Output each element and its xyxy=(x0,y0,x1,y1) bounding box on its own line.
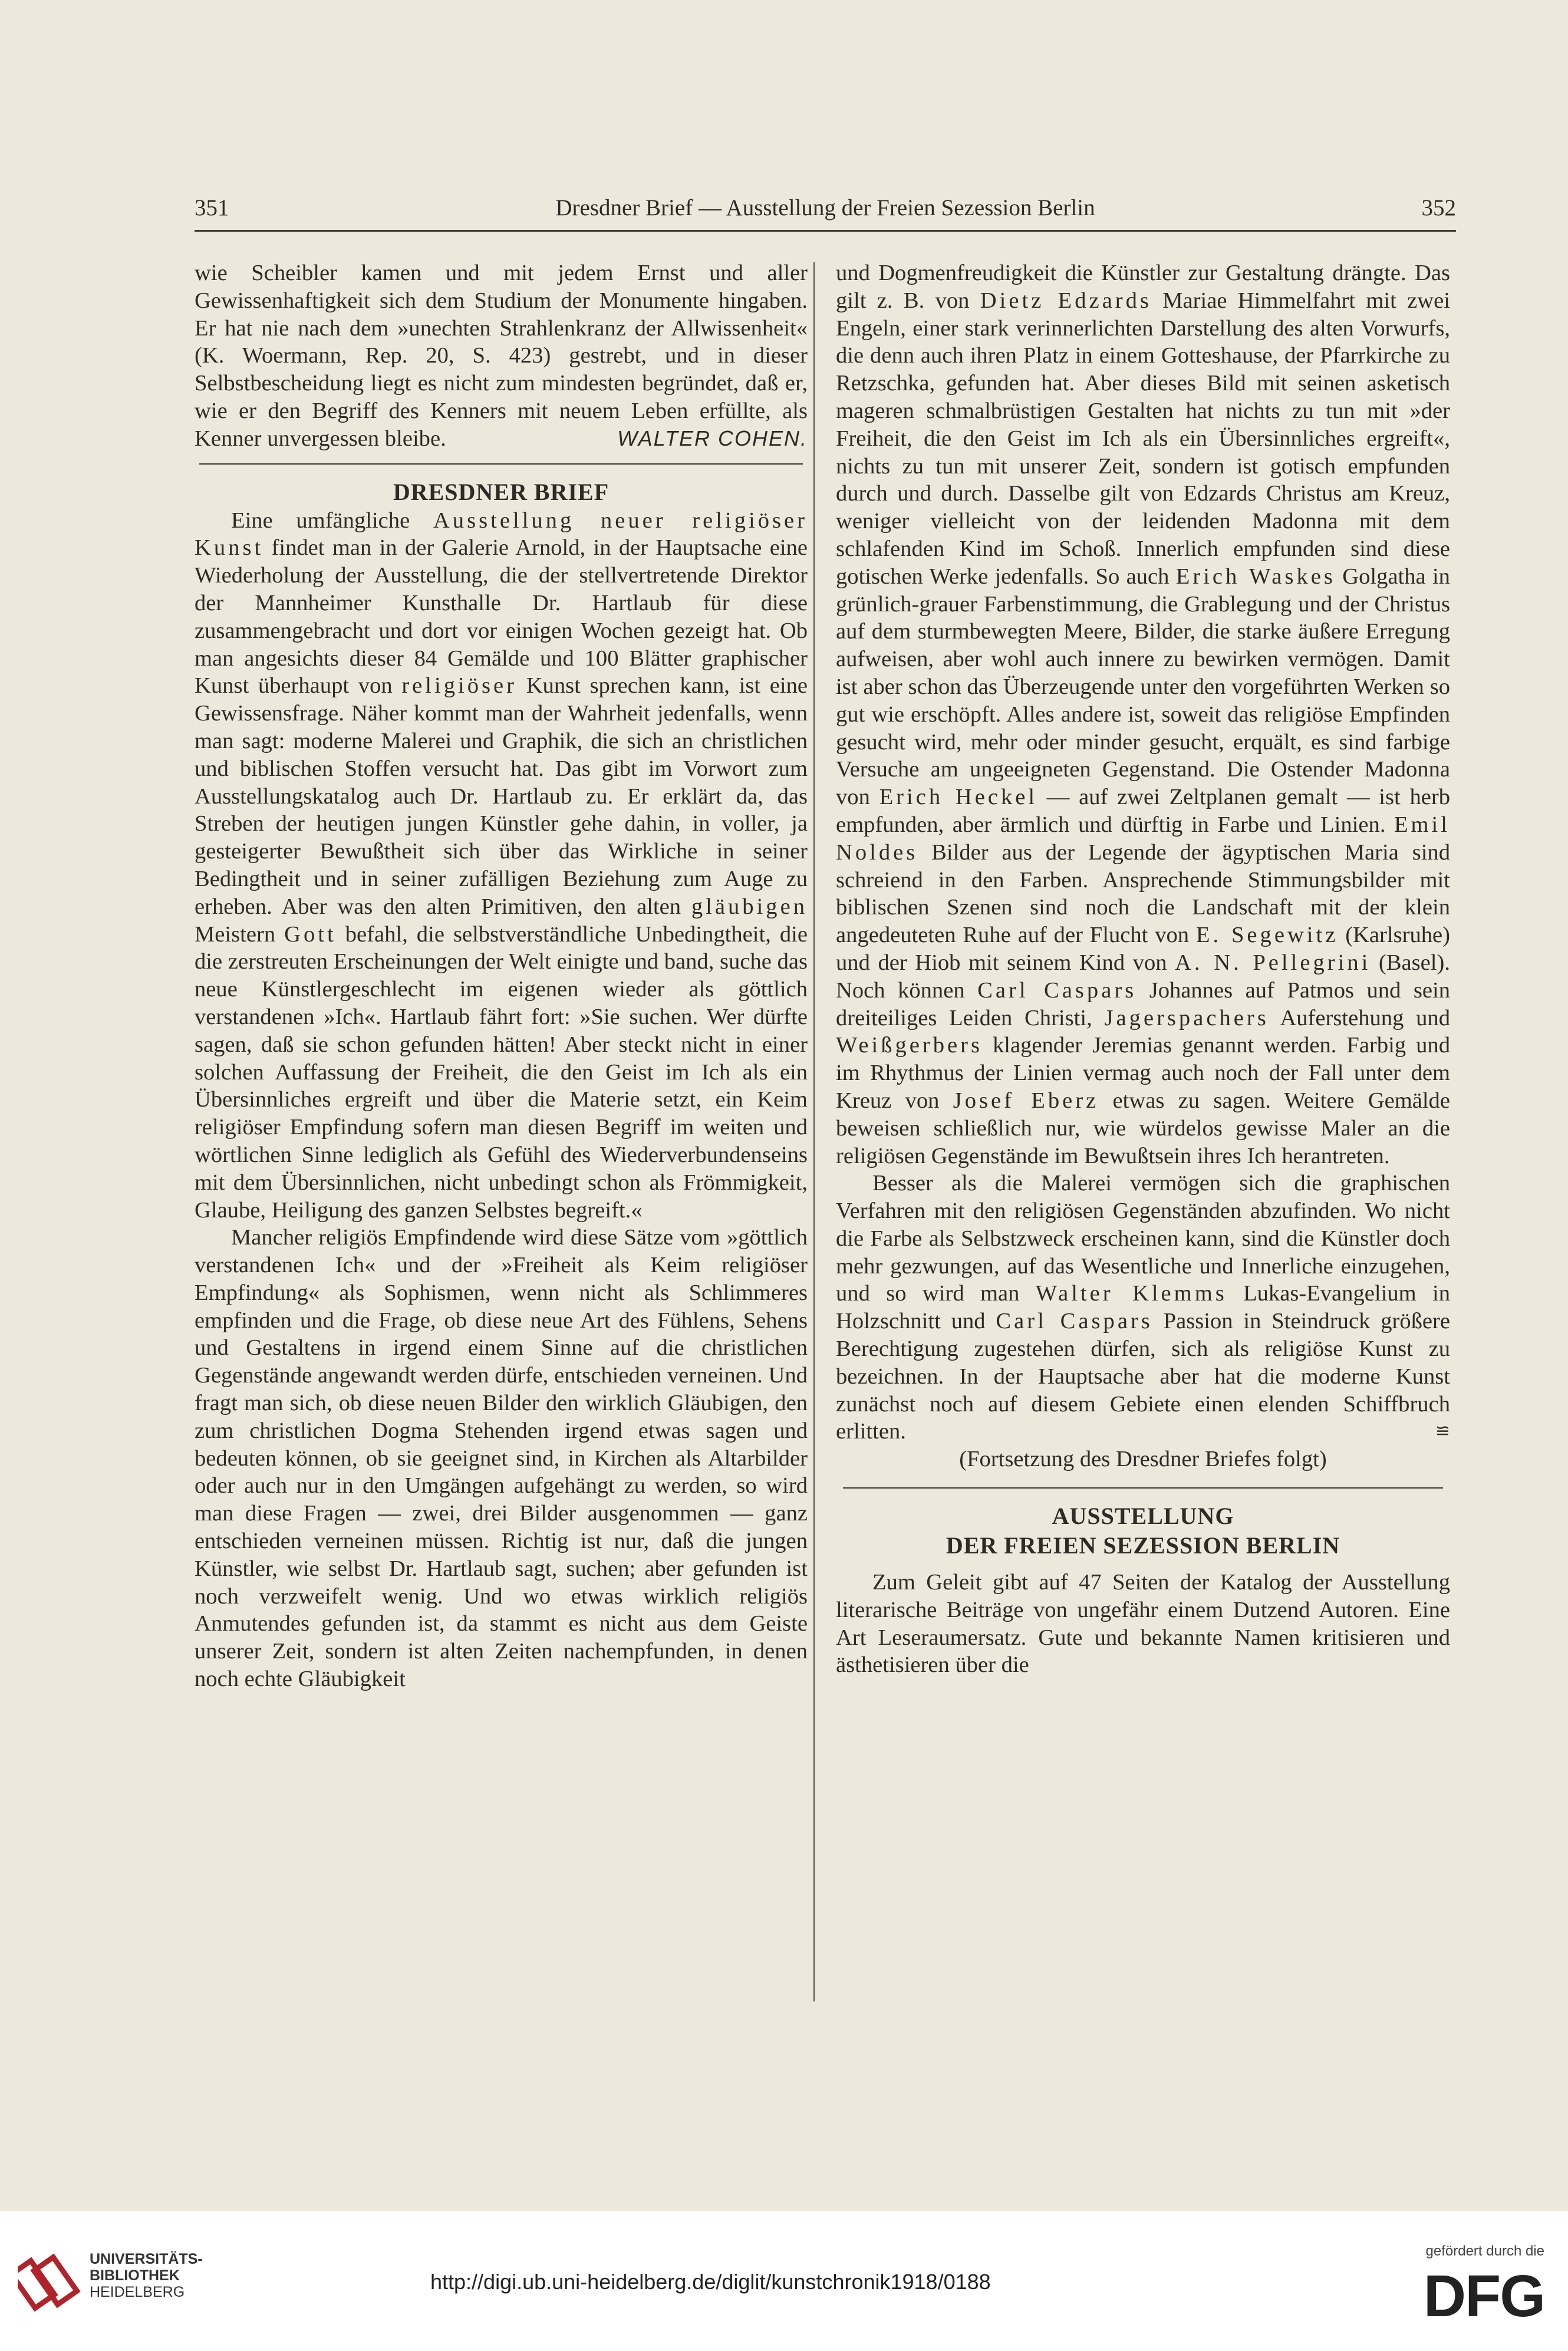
continuation-note: (Fortsetzung des Dresdner Briefes folgt) xyxy=(959,1447,1327,1472)
spaced-emphasis: E. Segewitz xyxy=(1195,923,1339,948)
spaced-emphasis: Erich Heckel xyxy=(879,785,1038,810)
text: Golgatha in grünlich-grauer Farbenstimmung, die Grablegung und der Christus auf dem sturmbewegten Meere, Bilder, die starke äußere Erregung aufweisen, aber wohl auch innere zu bewirken vermögen. Damit ist aber schon das Überzeugende unter den vorgeführten Werken so gut wie erschöpft. Alles andere ist, soweit das religiöse Empfinden gesucht wird, mehr oder minder gesucht, erquält, es sind farbige Versuche am ungeeigneten Gegenstand. Die Ostender Madonna von xyxy=(836,564,1450,810)
text: Eine umfängliche xyxy=(231,508,433,533)
running-title: Dresdner Brief — Ausstellung der Freien Sezession Berlin xyxy=(555,195,1095,220)
text: etwas zu sagen. Weitere Gemälde beweisen schließlich nur, wie würdelos gewisse Maler an die religiösen Gegenstände im Bewußtsein ihres Ich herantreten. xyxy=(836,1088,1450,1168)
spaced-emphasis: Carl Caspars xyxy=(977,977,1137,1003)
section-rule xyxy=(199,463,803,465)
text: Passion in Steindruck größere Berechtigung zugestehen dürfen, sich als religiöse Kunst zu bezeichnen. In der Hauptsache aber hat die moderne Kunst zunächst noch auf diesem Gebiete einen elenden Schiffbruch erlitten. xyxy=(836,1309,1451,1444)
header-rule xyxy=(195,230,1456,232)
text: klagender Jeremias genannt werden. Farbig und im Rhythmus der Linien vermag auch noch der Fall unter dem Kreuz von xyxy=(836,1033,1450,1113)
spaced-emphasis: Walter Klemms xyxy=(1035,1281,1227,1306)
section-heading-line: AUSSTELLUNG xyxy=(1052,1503,1234,1530)
text: Bilder aus der Legende der ägyptischen Maria sind schreiend in den Farben. Ansprechende Stimmungsbilder mit biblischen Szenen sind noch die Landschaft mit der klein angedeuteten Ruhe auf der Flucht von xyxy=(836,839,1450,948)
library-logo-icon xyxy=(18,2246,84,2319)
text: und Dogmenfreudigkeit die Künstler zur Gestaltung drängte. Das gilt z. B. von xyxy=(836,261,1450,313)
end-mark-icon: ≌ xyxy=(1435,1421,1450,1441)
text: Lukas-Evangelium in Holzschnitt und xyxy=(836,1281,1450,1334)
spaced-emphasis: religiöser xyxy=(401,673,518,699)
paragraph xyxy=(836,1170,1450,1445)
text: Johannes auf Patmos und sein dreiteiliges Leiden Christi, xyxy=(836,977,1451,1030)
spaced-emphasis: A. N. Pellegrini xyxy=(1175,950,1371,975)
section-rule xyxy=(843,1487,1443,1489)
spaced-emphasis: Ausstellung neuer religiöser Kunst xyxy=(195,508,808,561)
spaced-emphasis: Erich Waskes xyxy=(1175,564,1336,589)
text: findet man in der Galerie Arnold, in der Hauptsache eine Wiederholung der Ausstellung, die der stellvertretende Direktor der Mannheimer Kunsthalle Dr. Hartlaub für diese zusammengebracht und dort vor einigen Wochen gezeigt hat. Ob man angesichts dieser 84 Gemälde und 100 Blätter graphischer Kunst überhaupt von xyxy=(195,535,808,699)
spaced-emphasis: Carl Caspars xyxy=(996,1309,1153,1334)
spaced-emphasis: Josef Eberz xyxy=(953,1088,1099,1113)
paragraph xyxy=(195,507,808,1224)
paragraph: Mancher religiös Empfindende wird diese Sätze vom »göttlich verstandenen Ich« und der »Freiheit als Keim religiöser Empfindung« als Sophismen, wenn nicht als Schlimmeres empfinden und die Frage, ob diese neue Art des Fühlens, Sehens und Gestaltens in irgend einem Sinne auf die christlichen Gegenstände angewandt werden dürfe, entschieden verneinen. Und fragt man sich, ob diese neuen Bilder den wirklich Gläubigen, den zum christlichen Dogma Stehenden irgend etwas sagen und bedeuten können, ob sie geeignet sind, in Kirchen als Altarbilder oder auch nur in den Umgängen aufgehängt zu werden, so wird man diese Fragen — zwei, drei Bilder ausgenommen — ganz entschieden verneinen müssen. Richtig ist nur, daß die jungen Künstler, wie selbst Dr. Hartlaub sagt, suchen; aber gefunden ist noch verzweifelt wenig. Und wo etwas wirklich religiös Anmutendes gefunden ist, da stammt es nicht aus dem Geiste unserer Zeit, sondern ist alten Zeiten nachempfunden, in denen noch echte Gläubigkeit xyxy=(195,1225,808,1692)
text: Kunst sprechen kann, ist eine Gewissensfrage. Näher kommt man der Wahrheit jedenfalls, wenn man sagt: moderne Malerei und Graphik, die sich an christlichen und biblischen Stoffen versucht hat. Das gibt im Vorwort zum Ausstellungskatalog auch Dr. Hartlaub zu. Er erklärt da, das Streben der heutigen jungen Künstler gehe dahin, in voller, ja gesteigerter Bewußtheit sich über das Wirkliche in seiner Bedingtheit und in seiner zufälligen Beziehung zum Auge zu erheben. Aber was den alten Primitiven, den alten xyxy=(195,673,808,919)
section-heading: DRESDNER BRIEF xyxy=(393,478,610,505)
column-divider xyxy=(813,262,815,2001)
page-number-right: 352 xyxy=(1421,195,1456,220)
library-name xyxy=(90,2251,203,2300)
section-heading-line: DER FREIEN SEZESSION BERLIN xyxy=(946,1532,1340,1559)
paragraph: Zum Geleit gibt auf 47 Seiten der Katalog der Ausstellung literarische Beiträge von ungefähr einem Dutzend Autoren. Eine Art Leseraumersatz. Gute und bekannte Namen kritisieren und ästhetisieren über die xyxy=(836,1570,1450,1678)
text: befahl, die selbstverständliche Unbedingtheit, die die zerstreuten Erscheinungen der Welt einigte und band, suche das neue Künstlergeschlecht im eigenen wieder als göttlich verstandenen »Ich«. Hartlaub fährt fort: »Sie suchen. Wer dürfte sagen, daß sie schon gefunden hätten! Aber steckt nicht in einer solchen Auffassung der Freiheit, die den Geist im Ich als ein Übersinnliches ergreift und über die Materie setzt, ein Keim religiöser Empfindung sofern man diesen Begriff im weiten und wörtlichen Sinne lediglich als Gefühl des Wiederverbundenseins mit dem Übersinnlichen, nicht unbedingt schon als Frömmigkeit, Glaube, Heiligung des ganzen Selbstes begreift.« xyxy=(195,921,808,1223)
funding-note: gefördert durch die xyxy=(1425,2243,1544,2259)
library-name-line: UNIVERSITÄTS- xyxy=(90,2251,203,2267)
right-column xyxy=(836,259,1450,1679)
left-column xyxy=(195,259,808,1693)
dfg-logo: DFG xyxy=(1423,2263,1544,2329)
spaced-emphasis: Dietz Edzards xyxy=(980,288,1152,313)
text: (Karlsruhe) und der Hiob mit seinem Kind von xyxy=(836,923,1450,975)
spaced-emphasis: Jagerspachers xyxy=(1104,1005,1269,1030)
author-signature: WALTER COHEN. xyxy=(617,426,808,450)
text: Besser als die Malerei vermögen sich die graphischen Verfahren mit den religiösen Gegenständen abzufinden. Wo nicht die Farbe als Selbstzweck erscheinen kann, sind die Künstler doch mehr gezwungen, auf das Wesentliche und Innerliche einzugehen, und so wird man xyxy=(836,1171,1450,1306)
spaced-emphasis: gläubigen xyxy=(691,894,808,919)
spaced-emphasis: Weißgerbers xyxy=(836,1033,983,1058)
paragraph xyxy=(195,259,808,453)
text: Mariae Himmelfahrt mit zwei Engeln, einer stark verinnerlichten Darstellung des alten Vorwurfs, die denn auch ihren Platz in einem Gotteshause, der Pfarrkirche zu Retzschka, gefunden hat. Aber dieses Bild mit seinen asketisch mageren schmalbrüstigen Gestalten hat nichts zu tun mit »der Freiheit, die den Geist im Ich als ein Übersinnliches ergreift«, nichts zu tun mit unserer Zeit, sondern ist gotisch empfunden durch und durch. Dasselbe gilt von Edzards Christus am Kreuz, weniger vielleicht von der leidenden Madonna mit dem schlafenden Kind im Schoß. Innerlich empfunden sind diese gotischen Werke jedenfalls. So auch xyxy=(836,288,1450,589)
source-url-link[interactable]: http://digi.ub.uni-heidelberg.de/diglit/kunstchronik1918/0188 xyxy=(430,2270,991,2294)
paragraph xyxy=(836,259,1450,1170)
text: — auf zwei Zeltplanen gemalt — ist herb empfunden, aber ärmlich und dürftig in Farbe und Linien. xyxy=(836,785,1450,837)
spaced-emphasis: Emil Noldes xyxy=(836,812,1450,865)
library-name-line: BIBLIOTHEK xyxy=(90,2267,180,2284)
text: Meistern xyxy=(195,921,285,947)
spaced-emphasis: Gott xyxy=(284,921,337,947)
page-number-left: 351 xyxy=(195,195,229,220)
text: wie Scheibler kamen und mit jedem Ernst und aller Gewissenhaftigkeit sich dem Studium der Monumente hingaben. Er hat nie nach dem »unechten Strahlenkranz der Allwissenheit« (K. Woermann, Rep. 20, S. 423) gestrebt, und in dieser Selbstbescheidung liegt es nicht zum mindesten begründet, daß er, wie er den Begriff des Kenners mit neuem Leben erfüllte, als Kenner unvergessen bleibe. xyxy=(195,261,808,451)
text: Auferstehung und xyxy=(1269,1005,1450,1030)
digitization-footer xyxy=(0,2211,1568,2351)
library-name-line: HEIDELBERG xyxy=(90,2284,185,2300)
text: (Basel). Noch können xyxy=(836,950,1450,1003)
